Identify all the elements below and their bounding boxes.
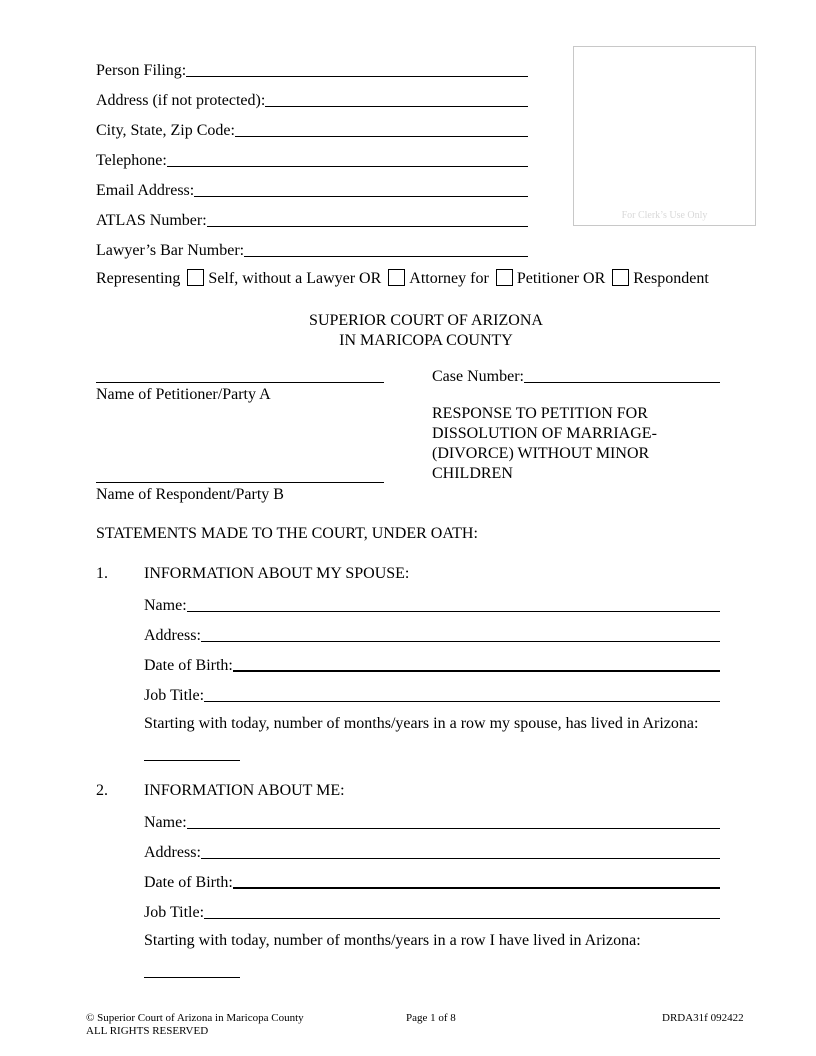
spouse-name-label: Name: [144,597,187,614]
court-name: SUPERIOR COURT OF ARIZONA [309,312,543,329]
spouse-residency-line[interactable] [144,760,240,761]
spouse-residency-text: Starting with today, number of months/years in a row my spouse, has lived in Arizona: [144,715,699,732]
section-1-title: INFORMATION ABOUT MY SPOUSE: [144,565,410,582]
my-name-label: Name: [144,814,187,831]
respondent-label: Respondent [633,270,709,287]
spouse-dob-label: Date of Birth: [144,657,233,674]
petitioner-name-line[interactable] [96,382,384,383]
representing-row [96,268,710,290]
my-residency-text: Starting with today, number of months/years in a row I have lived in Arizona: [144,932,641,949]
spouse-address-field[interactable] [144,623,720,645]
self-checkbox[interactable] [187,269,204,286]
petitioner-checkbox[interactable] [496,269,513,286]
telephone-field[interactable] [96,148,528,170]
petitioner-label: Petitioner OR [516,270,606,287]
section-2-number: 2. [96,782,108,799]
footer-page-number: Page 1 of 8 [406,1012,456,1024]
representing-label: Representing [96,270,181,287]
footer-copyright: © Superior Court of Arizona in Maricopa County [86,1012,304,1024]
bar-number-label: Lawyer’s Bar Number: [96,242,245,259]
my-job-field[interactable] [144,900,720,922]
my-name-field[interactable] [144,810,720,832]
city-state-zip-label: City, State, Zip Code: [96,122,235,139]
my-job-label: Job Title: [144,904,205,921]
spouse-dob-field[interactable] [144,653,720,675]
atlas-number-label: ATLAS Number: [96,212,207,229]
my-address-field[interactable] [144,840,720,862]
spouse-address-label: Address: [144,627,201,644]
respondent-name-line[interactable] [96,482,384,483]
clerk-use-label: For Clerk’s Use Only [621,210,708,221]
atlas-number-field[interactable] [96,208,528,230]
attorney-checkbox[interactable] [388,269,405,286]
section-1-number: 1. [96,565,108,582]
address-label: Address (if not protected): [96,92,266,109]
bar-number-field[interactable] [96,238,528,260]
document-title-line-4: CHILDREN [432,465,513,482]
document-title-line-3: (DIVORCE) WITHOUT MINOR [432,445,650,462]
person-filing-field[interactable] [96,58,528,80]
document-title-line-2: DISSOLUTION OF MARRIAGE- [432,425,657,442]
email-field[interactable] [96,178,528,200]
my-residency-line[interactable] [144,977,240,978]
my-dob-label: Date of Birth: [144,874,233,891]
my-address-label: Address: [144,844,201,861]
address-field[interactable] [96,88,528,110]
my-dob-field[interactable] [144,870,720,892]
document-title-line-1: RESPONSE TO PETITION FOR [432,405,648,422]
statements-heading: STATEMENTS MADE TO THE COURT, UNDER OATH: [96,525,478,542]
section-2-title: INFORMATION ABOUT ME: [144,782,345,799]
spouse-name-field[interactable] [144,593,720,615]
self-label: Self, without a Lawyer OR [208,270,382,287]
email-label: Email Address: [96,182,195,199]
case-number-field[interactable] [432,364,720,386]
footer-form-code: DRDA31f 092422 [662,1012,744,1024]
spouse-job-label: Job Title: [144,687,205,704]
spouse-job-field[interactable] [144,683,720,705]
respondent-checkbox[interactable] [612,269,629,286]
person-filing-label: Person Filing: [96,62,187,79]
city-state-zip-field[interactable] [96,118,528,140]
case-number-label: Case Number: [432,368,524,385]
respondent-caption: Name of Respondent/Party B [96,486,284,503]
clerk-use-box [573,46,756,226]
attorney-label: Attorney for [409,270,489,287]
court-county: IN MARICOPA COUNTY [339,332,513,349]
telephone-label: Telephone: [96,152,167,169]
petitioner-caption: Name of Petitioner/Party A [96,386,271,403]
footer-rights: ALL RIGHTS RESERVED [86,1025,209,1037]
